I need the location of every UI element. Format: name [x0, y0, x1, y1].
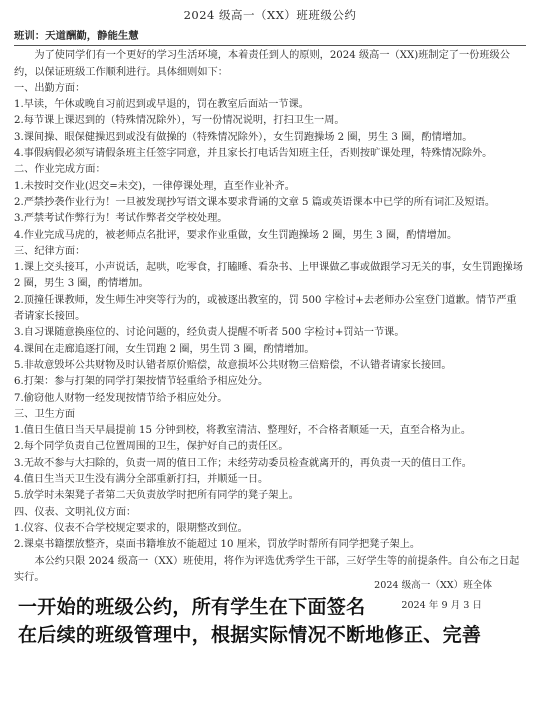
rule-item: 2.课桌书籍摆放整齐，桌面书籍堆放不能超过 10 厘米，罚放学时帮所有同学把凳子架上。 [14, 539, 421, 551]
rule-item: 2.每个同学负责自己位置周围的卫生，保护好自己的责任区。 [14, 441, 289, 453]
section-heading: 二、作业完成方面： [14, 164, 106, 176]
section-hygiene [14, 407, 526, 505]
rule-item: 5.非故意毁坏公共财物及时认错者原价赔偿，故意损坏公共财物三倍赔偿，不认错者请家长接回。 [14, 359, 452, 371]
rule-item: 5.放学时未架凳子者第二天负责放学时把所有同学的凳子架上。 [14, 490, 299, 502]
rule-item: 2.顶撞任课教师，发生师生冲突等行为的，或被逐出教室的，罚 500 字检讨+去老师办公室登门道歉。情节严重者请家长接回。 [14, 294, 517, 323]
signature: 2024 级高一（XX）班全体 [374, 580, 492, 591]
section-heading: 三、卫生方面 [14, 408, 76, 420]
caption-line-2: 在后续的班级管理中，根据实际情况不断地修正、完善 [18, 624, 482, 646]
rule-item: 4.事假病假必须写请假条班主任签字同意，并且家长打电话告知班主任，否则按旷课处理，特殊情况除外。 [14, 148, 493, 160]
section-discipline [14, 244, 526, 407]
rule-item: 3.课间操、眼保健操迟到或没有做操的（特殊情况除外），女生罚跑操场 2 圈，男生 3 圈，酌情增加。 [14, 131, 473, 143]
rule-item: 1.早读，午休或晚自习前迟到或早退的，罚在教室后面站一节课。 [14, 99, 309, 111]
rule-item: 4.课间在走廊追逐打闹，女生罚跑 2 圈，男生罚 3 圈，酌情增加。 [14, 343, 315, 355]
rule-item: 4.值日生当天卫生没有满分全部重新打扫，并顺延一日。 [14, 474, 269, 486]
class-motto: 班训：天道酬勤，静能生慧 [14, 30, 139, 42]
section-heading: 三、纪律方面： [14, 245, 86, 257]
caption-line-1: 一开始的班级公约，所有学生在下面签名 [18, 596, 366, 618]
intro-paragraph: 为了使同学们有一个更好的学习生活环境，本着责任到人的原则，2024 级高一（XX)班制定了一份班级公约，以保证班级工作顺利进行。具体细则如下： [14, 50, 510, 78]
signature-date: 2024 年 9 月 3 日 [401, 600, 482, 611]
rule-item: 2.严禁抄袭作业行为！一旦被发现抄写语文课本要求背诵的文章 5 篇或英语课本中已学的所有词汇及短语。 [14, 196, 496, 208]
rule-item: 1.仪容、仪表不合学校规定要求的，限期整改到位。 [14, 522, 248, 534]
section-heading: 四、仪表、文明礼仪方面： [14, 506, 137, 518]
document-title: 2024 级高一（XX）班班级公约 [183, 8, 357, 22]
section-heading: 一、出勤方面： [14, 82, 86, 94]
section-etiquette [14, 505, 526, 554]
rule-item: 3.自习课随意换座位的、讨论问题的，经负责人提醒不听者 500 字检讨+罚站一节课。 [14, 327, 405, 339]
rule-item: 3.无故不参与大扫除的，负责一周的值日工作；未经劳动委员检查就离开的，再负责一天的值日工作。 [14, 457, 472, 469]
rule-item: 1.未按时交作业(迟交=未交)，一律停课处理，直至作业补齐。 [14, 180, 295, 192]
rule-item: 1.课上交头接耳，小声说话，起哄，吃零食，打瞌睡、看杂书、上甲课做乙事或做跟学习无关的事，女生罚跑操场 2 圈，男生 3 圈，酌情增加。 [14, 262, 523, 290]
rule-item: 6.打架：参与打架的同学打架按情节轻重给予相应处分。 [14, 376, 269, 388]
title-divider [14, 45, 526, 46]
rule-item: 4.作业完成马虎的，被老师点名批评，要求作业重做，女生罚跑操场 2 圈，男生 3 圈，酌情增加。 [14, 229, 458, 241]
rule-item: 1.值日生值日当天早晨提前 15 分钟到校，将教室清洁、整理好，不合格者顺延一天，直至合格为止。 [14, 425, 472, 437]
rule-item: 2.每节课上课迟到的（特殊情况除外），写一份情况说明，打扫卫生一周。 [14, 115, 345, 127]
closing-paragraph: 本公约只限 2024 级高一（XX）班使用，将作为评选优秀学生干部，三好学生等的前提条件。自公布之日起实行。 [14, 555, 520, 583]
section-homework [14, 162, 526, 243]
section-attendance [14, 81, 526, 162]
rule-item: 7.偷窃他人财物一经发现按情节给予相应处分。 [14, 392, 228, 404]
rule-item: 3.严禁考试作弊行为！考试作弊者交学校处理。 [14, 213, 228, 225]
